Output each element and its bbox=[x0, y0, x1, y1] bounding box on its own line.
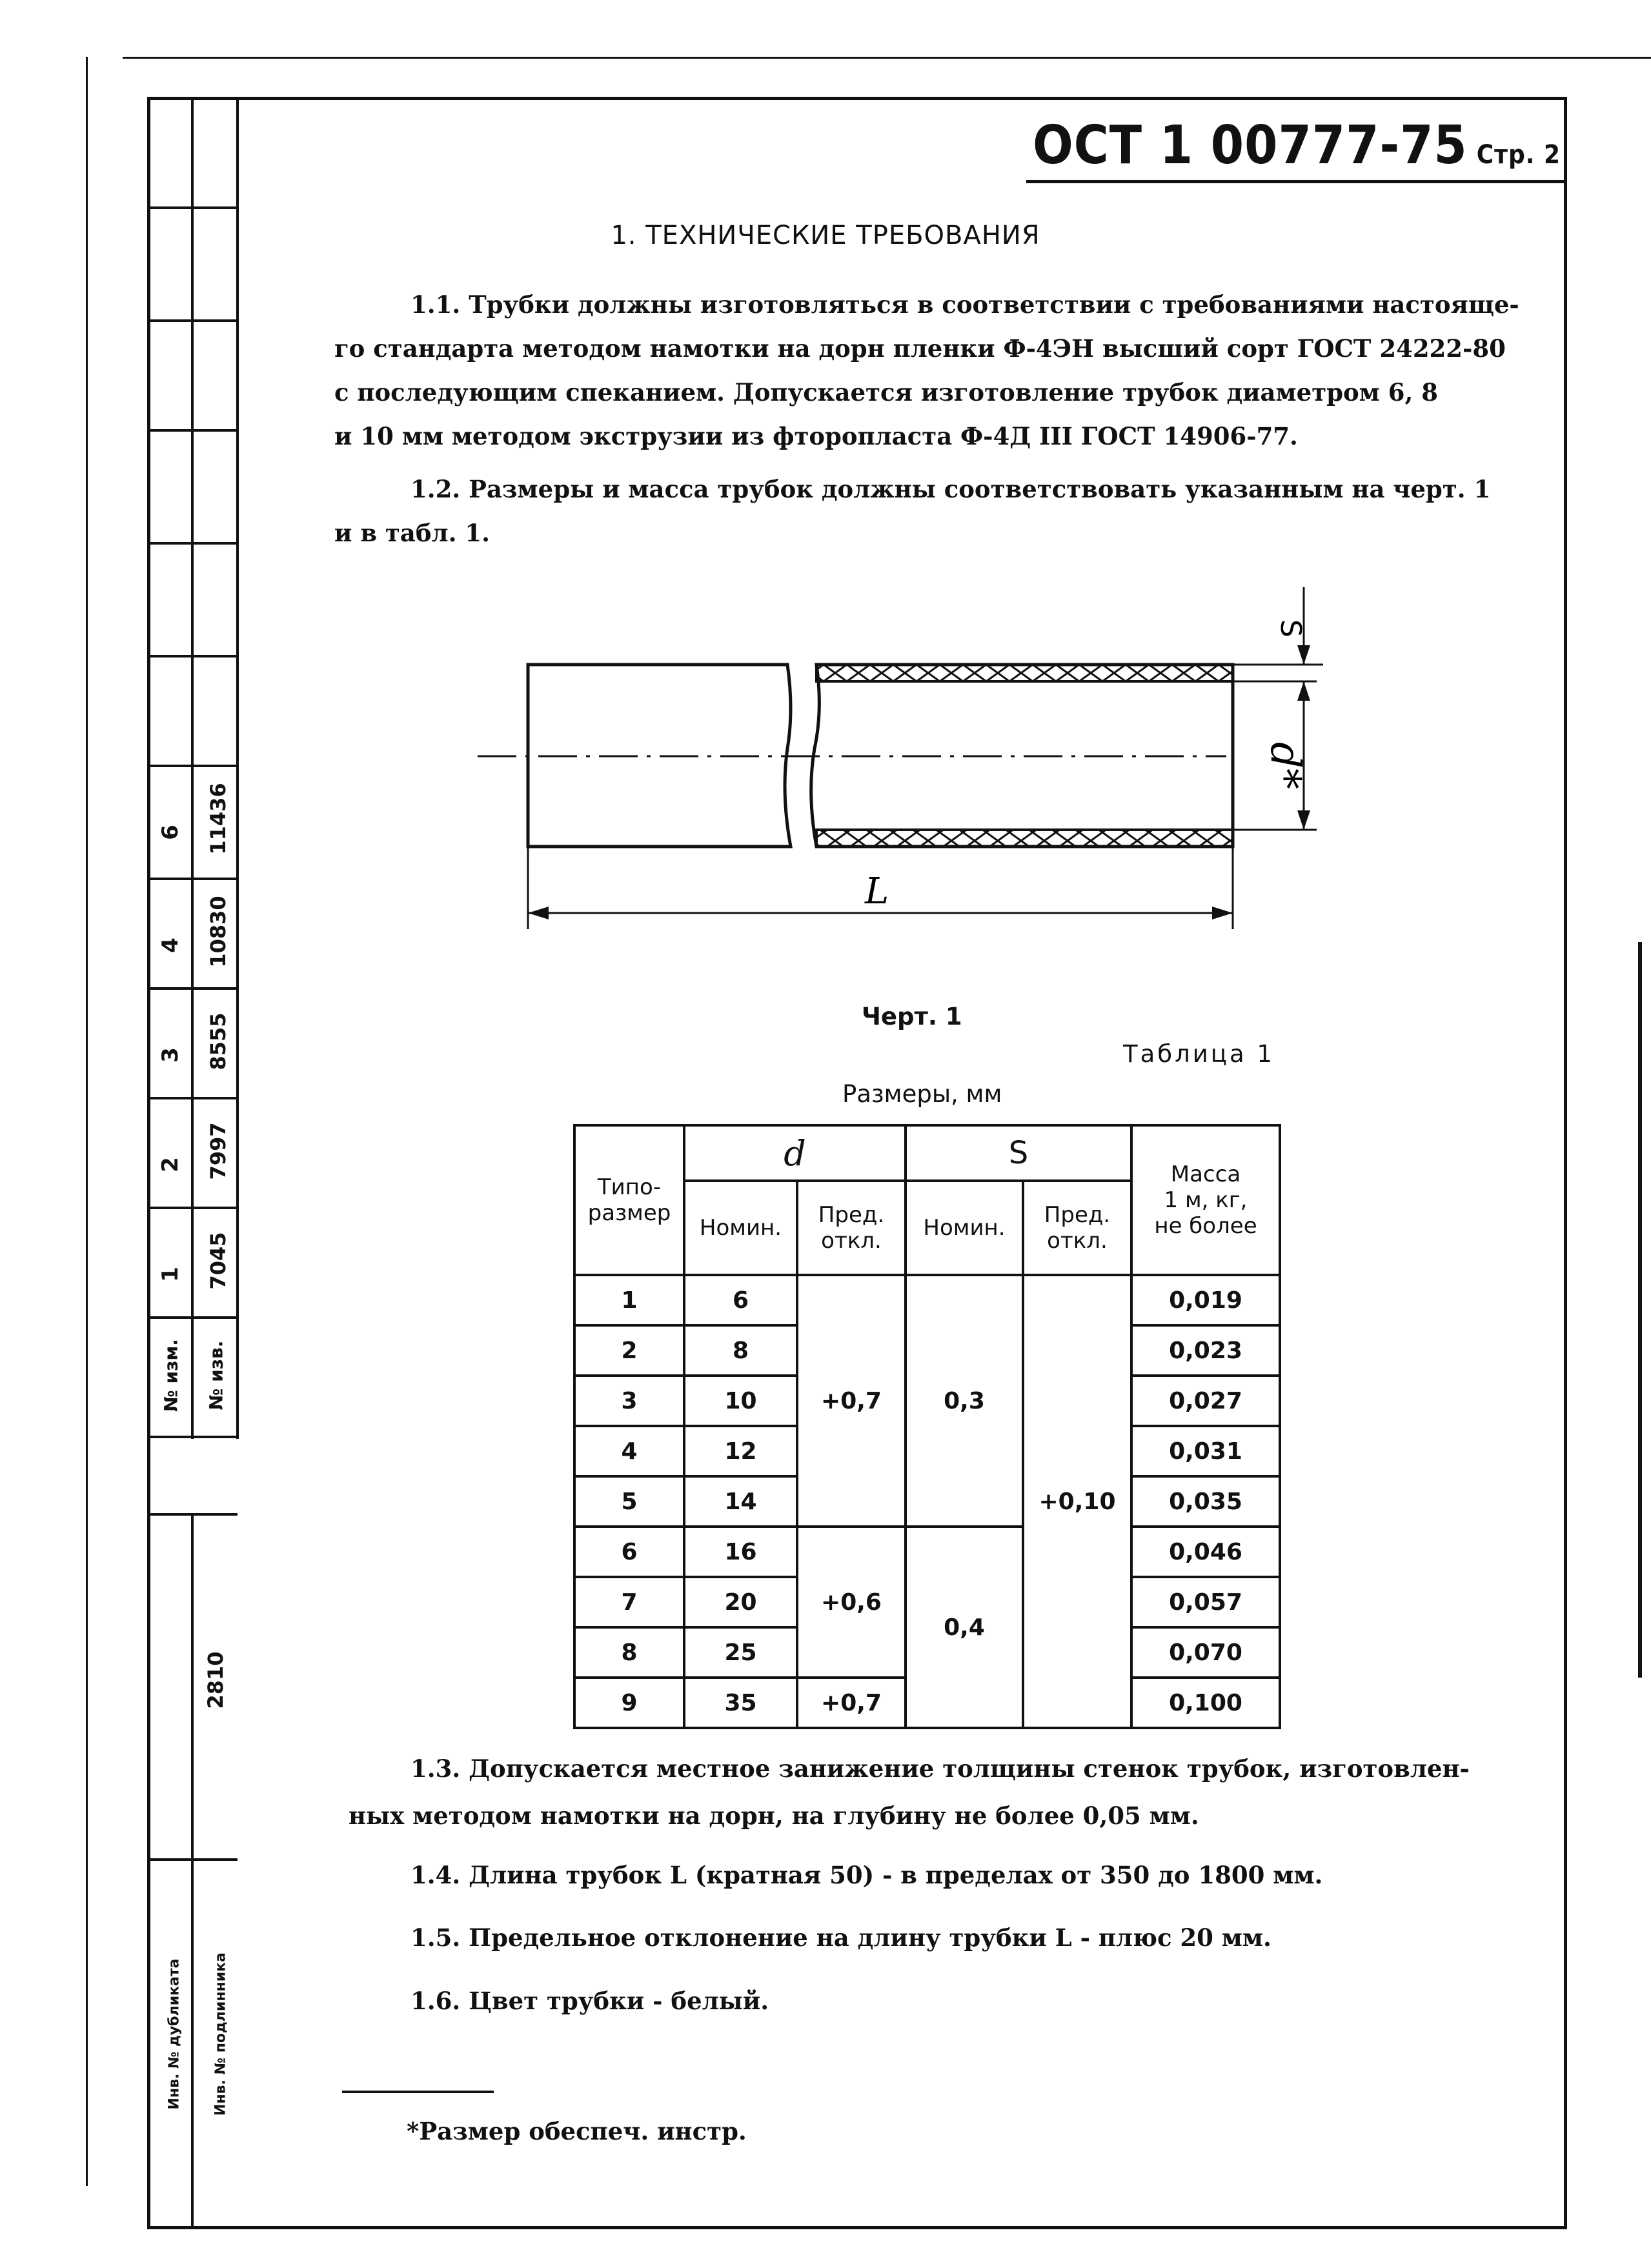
footnote-separator bbox=[342, 2091, 494, 2093]
row-7-mass: 0,057 bbox=[1131, 1577, 1280, 1627]
header-s: S bbox=[906, 1125, 1131, 1181]
row-1-d: 6 bbox=[684, 1275, 797, 1325]
tube-wall-top bbox=[816, 665, 1233, 681]
paragraph-1-1-line-2: го стандарта методом намотки на дорн пленки Ф-4ЭН высший сорт ГОСТ 24222-80 bbox=[334, 334, 1506, 363]
row-3-type: 3 bbox=[574, 1376, 684, 1426]
tube-drawing bbox=[452, 581, 1407, 955]
row-7-d: 20 bbox=[684, 1577, 797, 1627]
header-d-deviation: Пред. откл. bbox=[797, 1181, 906, 1275]
row-6-d: 16 bbox=[684, 1527, 797, 1577]
paragraph-1-6: 1.6. Цвет трубки - белый. bbox=[410, 1987, 769, 2015]
row-5-mass: 0,035 bbox=[1131, 1476, 1280, 1527]
row-4-type: 4 bbox=[574, 1426, 684, 1476]
d-deviation-group-2: +0,6 bbox=[797, 1527, 906, 1678]
paragraph-1-2-line-1: 1.2. Размеры и масса трубок должны соответствовать указанным на черт. 1 bbox=[410, 475, 1491, 503]
notice-number-11436: 11436 bbox=[206, 783, 230, 855]
drawing-caption: Черт. 1 bbox=[862, 1003, 962, 1030]
row-1-type: 1 bbox=[574, 1275, 684, 1325]
left-edge-line bbox=[86, 57, 88, 2186]
change-number-1: 1 bbox=[157, 1267, 183, 1282]
label-L: L bbox=[865, 870, 889, 912]
row-8-d: 25 bbox=[684, 1627, 797, 1678]
paragraph-1-1-line-4: и 10 мм методом экструзии из фторопласта Ф-4Д III ГОСТ 14906-77. bbox=[334, 422, 1298, 450]
label-s: S bbox=[1274, 619, 1307, 637]
d-deviation-group-3: +0,7 bbox=[797, 1678, 906, 1728]
duplicate-inventory-label: Инв. № дубликата bbox=[166, 1958, 183, 2110]
row-7-type: 7 bbox=[574, 1577, 684, 1627]
original-inventory-number: 2810 bbox=[203, 1651, 228, 1709]
table-caption: Таблица 1 bbox=[1123, 1040, 1275, 1068]
notice-number-label: № изв. bbox=[205, 1340, 227, 1410]
row-6-type: 6 bbox=[574, 1527, 684, 1577]
row-3-d: 10 bbox=[684, 1376, 797, 1426]
header-s-nominal: Номин. bbox=[906, 1181, 1023, 1275]
page-number: Стр. 2 bbox=[1476, 140, 1561, 170]
row-9-type: 9 bbox=[574, 1678, 684, 1728]
s-nominal-group-1: 0,3 bbox=[906, 1275, 1023, 1527]
row-9-mass: 0,100 bbox=[1131, 1678, 1280, 1728]
change-number-4: 4 bbox=[157, 938, 183, 953]
paragraph-1-4: 1.4. Длина трубок L (кратная 50) - в пределах от 350 до 1800 мм. bbox=[410, 1861, 1323, 1889]
change-number-3: 3 bbox=[157, 1047, 183, 1063]
standard-number: ОСТ 1 00777-75 bbox=[1032, 115, 1468, 176]
row-8-mass: 0,070 bbox=[1131, 1627, 1280, 1678]
table-units: Размеры, мм bbox=[842, 1080, 1002, 1108]
s-deviation-all: +0,10 bbox=[1023, 1275, 1131, 1728]
label-d: d* bbox=[1261, 742, 1309, 789]
header-d: d bbox=[684, 1125, 906, 1181]
paragraph-1-1-line-3: с последующим спеканием. Допускается изготовление трубок диаметром 6, 8 bbox=[334, 378, 1438, 406]
dimensions-table bbox=[573, 1124, 1281, 1729]
row-5-d: 14 bbox=[684, 1476, 797, 1527]
right-edge-mark bbox=[1638, 942, 1642, 1678]
paragraph-1-3-line-2: ных методом намотки на дорн, на глубину не более 0,05 мм. bbox=[349, 1801, 1199, 1830]
top-edge-line bbox=[123, 57, 1651, 59]
row-4-d: 12 bbox=[684, 1426, 797, 1476]
paragraph-1-3-line-1: 1.3. Допускается местное занижение толщины стенок трубок, изготовлен- bbox=[410, 1754, 1470, 1783]
original-inventory-label: Инв. № подлинника bbox=[212, 1952, 229, 2116]
s-nominal-group-2: 0,4 bbox=[906, 1527, 1023, 1728]
row-1-mass: 0,019 bbox=[1131, 1275, 1280, 1325]
footnote: *Размер обеспеч. инстр. bbox=[407, 2117, 747, 2145]
header-d-nominal: Номин. bbox=[684, 1181, 797, 1275]
row-2-mass: 0,023 bbox=[1131, 1325, 1280, 1376]
tube-wall-bottom bbox=[816, 830, 1233, 847]
notice-number-10830: 10830 bbox=[206, 896, 230, 968]
header-mass: Масса 1 м, кг, не более bbox=[1131, 1125, 1280, 1275]
row-9-d: 35 bbox=[684, 1678, 797, 1728]
notice-number-7045: 7045 bbox=[206, 1232, 230, 1290]
row-3-mass: 0,027 bbox=[1131, 1376, 1280, 1426]
d-deviation-group-1: +0,7 bbox=[797, 1275, 906, 1527]
section-title: 1. ТЕХНИЧЕСКИЕ ТРЕБОВАНИЯ bbox=[611, 221, 1040, 250]
paragraph-1-5: 1.5. Предельное отклонение на длину трубки L - плюс 20 мм. bbox=[410, 1923, 1271, 1952]
row-4-mass: 0,031 bbox=[1131, 1426, 1280, 1476]
paragraph-1-2-line-2: и в табл. 1. bbox=[334, 519, 490, 547]
notice-number-7997: 7997 bbox=[206, 1122, 230, 1180]
paragraph-1-1-line-1: 1.1. Трубки должны изготовляться в соответствии с требованиями настояще- bbox=[410, 290, 1519, 319]
document-header bbox=[1026, 115, 1567, 183]
row-2-type: 2 bbox=[574, 1325, 684, 1376]
row-6-mass: 0,046 bbox=[1131, 1527, 1280, 1577]
change-number-label: № изм. bbox=[160, 1339, 182, 1412]
row-2-d: 8 bbox=[684, 1325, 797, 1376]
header-s-deviation: Пред. откл. bbox=[1023, 1181, 1131, 1275]
change-number-6: 6 bbox=[157, 825, 183, 840]
notice-number-8555: 8555 bbox=[206, 1012, 230, 1070]
header-type: Типо- размер bbox=[574, 1125, 684, 1275]
row-8-type: 8 bbox=[574, 1627, 684, 1678]
row-5-type: 5 bbox=[574, 1476, 684, 1527]
change-number-2: 2 bbox=[157, 1157, 183, 1172]
